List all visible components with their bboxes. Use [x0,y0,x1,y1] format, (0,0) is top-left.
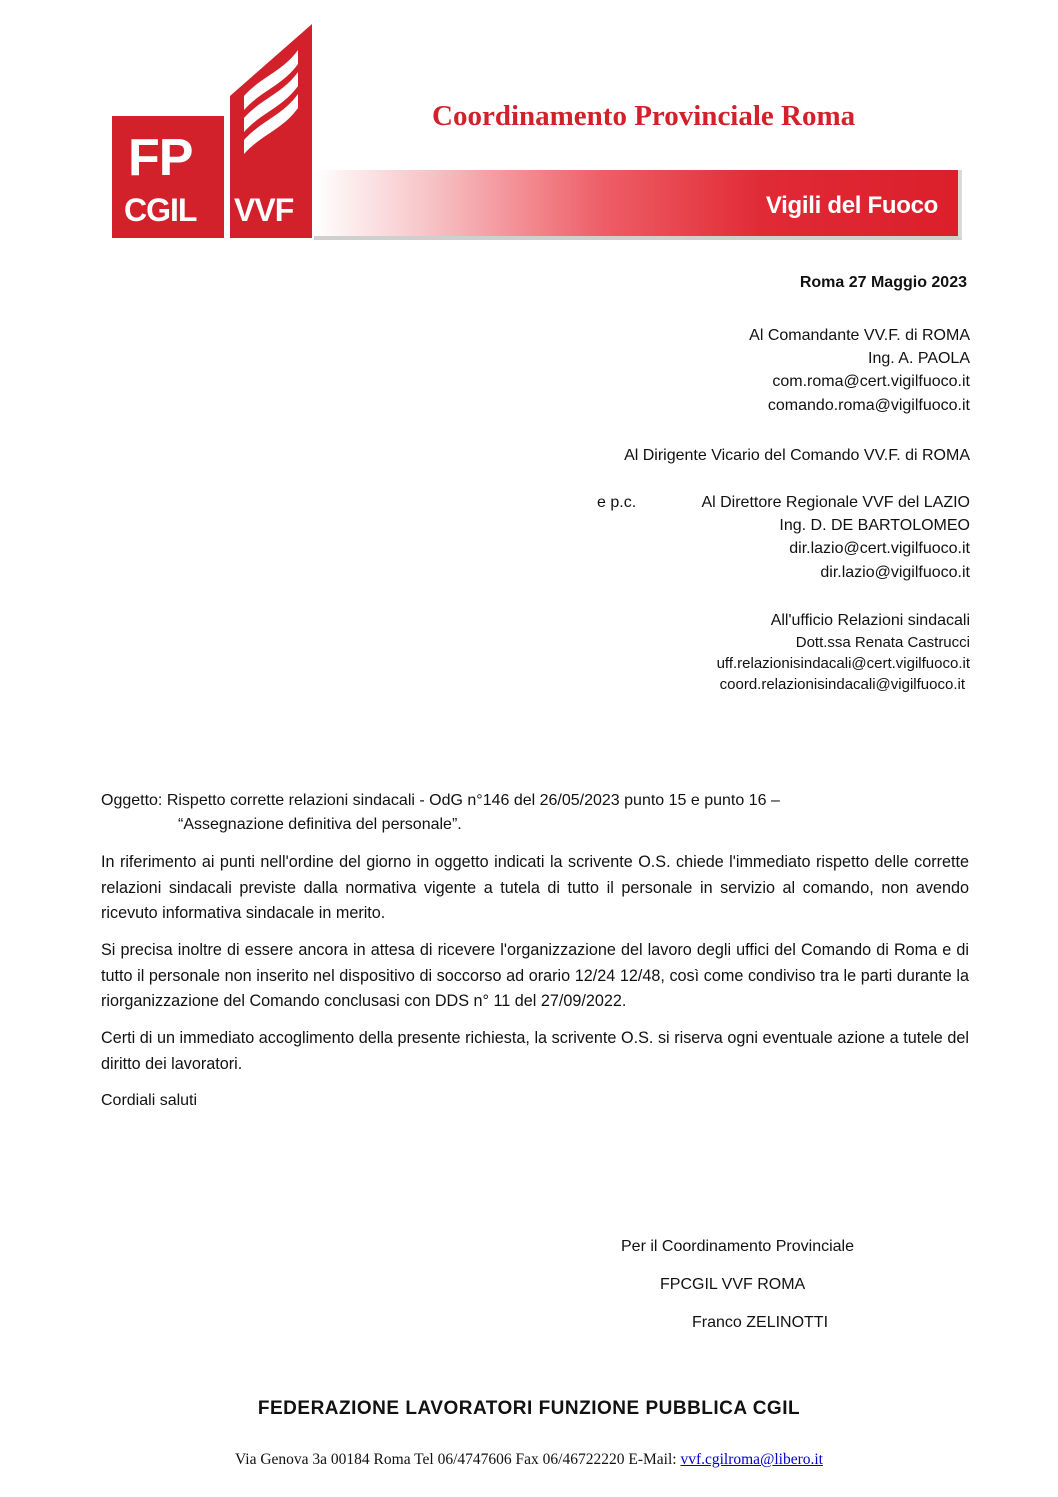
recipient-line: coord.relazionisindacali@vigilfuoco.it [719,676,965,694]
recipient-line: com.roma@cert.vigilfuoco.it [772,373,970,391]
recipient-line: Ing. A. PAOLA [868,350,970,368]
letterhead-banner [314,170,962,240]
epc-label: e p.c. [597,494,637,511]
recipient-line: uff.relazionisindacali@cert.vigilfuoco.it [716,655,970,673]
recipient-line: All'ufficio Relazioni sindacali [770,612,970,629]
subject-line: Oggetto: Rispetto corrette relazioni sindacali - OdG n°146 del 26/05/2023 punto 15 e punto 16 – [101,792,780,809]
recipient-line: dir.lazio@vigilfuoco.it [820,563,970,581]
recipient-relazioni [717,610,970,695]
footer-contact [0,1451,1058,1469]
recipient-line: comando.roma@vigilfuoco.it [767,396,970,414]
logo-cgil-text: CGIL [124,192,197,228]
recipient-regional [701,491,970,584]
letterhead-title: Coordinamento Provinciale Roma [432,100,856,132]
recipient-line: Al Direttore Regionale VVF del LAZIO [701,494,970,511]
recipient-line: dir.lazio@cert.vigilfuoco.it [789,540,970,558]
subject-line-continued: “Assegnazione definitiva del personale”. [178,816,462,833]
logo-fp-text: FP [128,129,193,187]
letter-date: Roma 27 Maggio 2023 [799,274,967,291]
footer-email-link[interactable]: vvf.cgilroma@libero.it [680,1451,823,1468]
body-paragraph: In riferimento ai punti nell'ordine del giorno in oggetto indicati la scrivente O.S. chiede l'immediato rispetto delle corrette relazioni sindacali previste dalla normativa vigente a tutela di tutto il personale in servizio al comando, non avendo ricevuto informativa sindacale in merito. [101,853,969,922]
logo-vvf-text: VVF [234,192,294,228]
signature-line-1: Per il Coordinamento Provinciale [621,1238,854,1255]
signature-name: Franco ZELINOTTI [692,1314,829,1331]
closing-greeting: Cordiali saluti [101,1092,198,1109]
banner-text: Vigili del Fuoco [765,192,938,219]
recipient-line: Ing. D. DE BARTOLOMEO [779,517,970,535]
footer-address: Via Genova 3a 00184 Roma Tel 06/4747606 Fax 06/46722220 E-Mail: [235,1451,681,1468]
body-paragraph: Si precisa inoltre di essere ancora in attesa di ricevere l'organizzazione del lavoro degli uffici del Comando di Roma e di tutto il personale non inserito nel dispositivo di soccorso ad orario 12/24 12/48, così come condiviso tra le parti durante la riorganizzazione del Comando conclusasi con DDS n° 11 del 27/09/2022. [101,941,969,1010]
fp-cgil-vvf-logo [112,24,312,238]
body-paragraph: Certi di un immediato accoglimento della presente richiesta, la scrivente O.S. si riserva ogni eventuale azione a tutele del diritto dei lavoratori. [101,1029,969,1073]
recipient-primary [749,324,970,417]
recipient-line: Dott.ssa Renata Castrucci [795,634,970,652]
recipient-vicario: Al Dirigente Vicario del Comando VV.F. di ROMA [624,447,970,464]
signature-line-2: FPCGIL VVF ROMA [660,1276,806,1293]
recipient-line: Al Comandante VV.F. di ROMA [749,327,970,344]
footer-title: FEDERAZIONE LAVORATORI FUNZIONE PUBBLICA CGIL [257,1398,801,1419]
